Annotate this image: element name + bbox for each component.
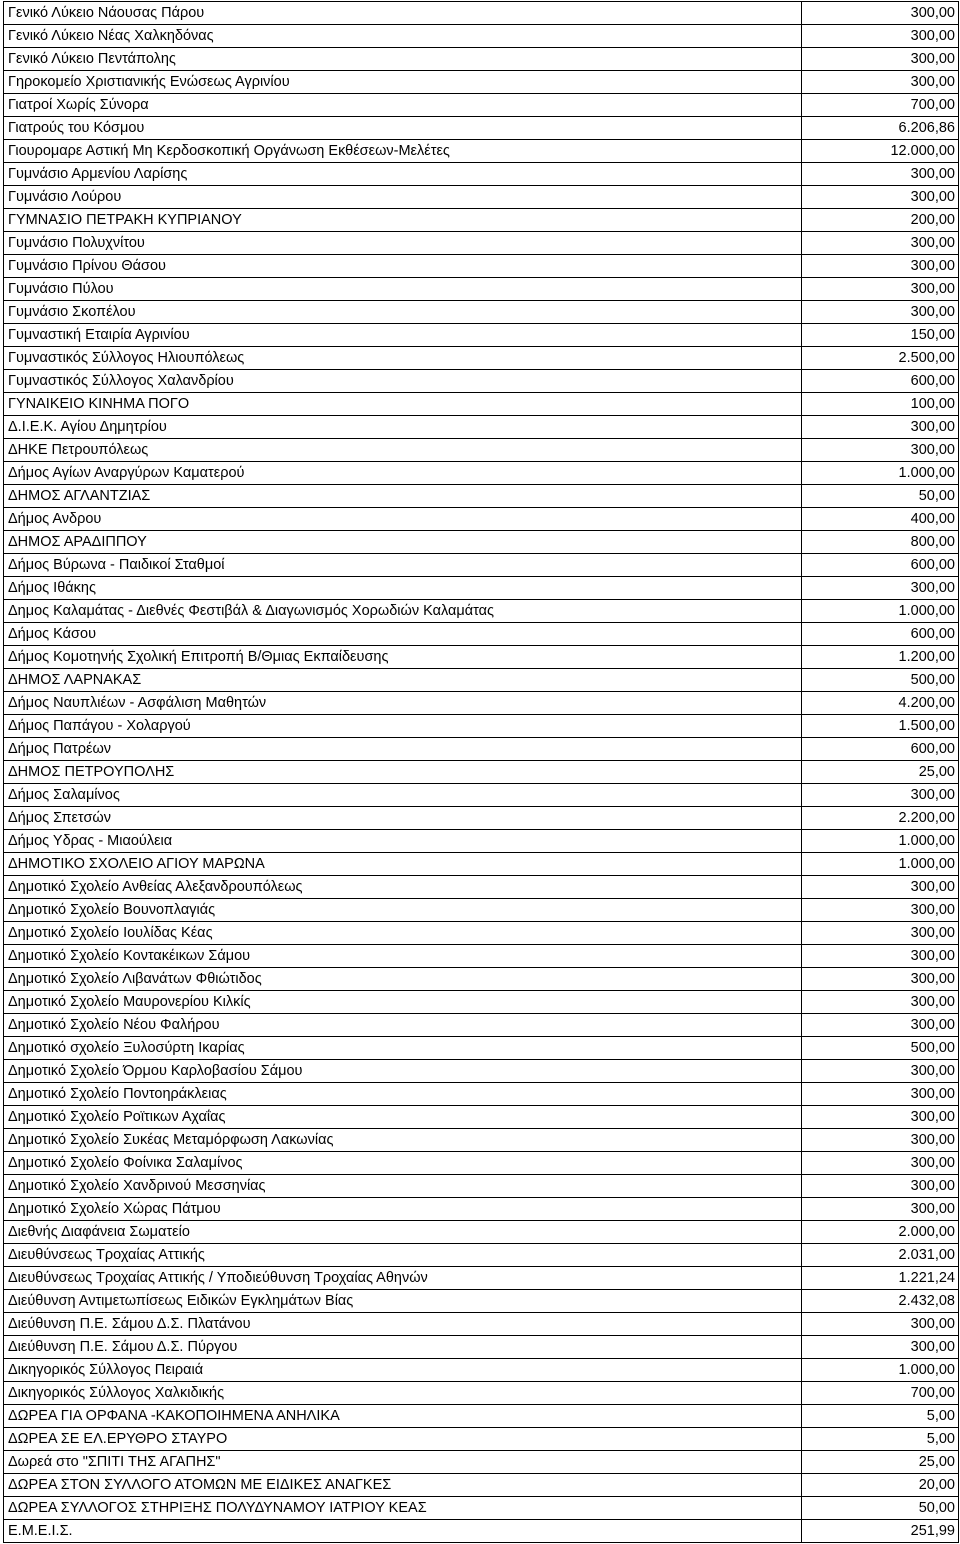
amount-value: 300,00 bbox=[802, 1060, 959, 1083]
amount-value: 50,00 bbox=[802, 485, 959, 508]
amount-value: 500,00 bbox=[802, 1037, 959, 1060]
recipient-name: Δημοτικό Σχολείο Ιουλίδας Κέας bbox=[4, 922, 802, 945]
recipient-name: Διεύθυνση Π.Ε. Σάμου Δ.Σ. Πύργου bbox=[4, 1336, 802, 1359]
recipient-name: Γυμναστικός Σύλλογος Ηλιουπόλεως bbox=[4, 347, 802, 370]
table-row bbox=[4, 1267, 959, 1290]
table-row bbox=[4, 1382, 959, 1405]
recipient-name: Δημοτικό Σχολείο Βουνοπλαγιάς bbox=[4, 899, 802, 922]
recipient-name: Δημοτικό Σχολείο Λιβανάτων Φθιώτιδος bbox=[4, 968, 802, 991]
table-row bbox=[4, 876, 959, 899]
amount-value: 300,00 bbox=[802, 232, 959, 255]
recipient-name: Δημοτικό Σχολείο Ροϊτικων Αχαΐας bbox=[4, 1106, 802, 1129]
amount-value: 5,00 bbox=[802, 1405, 959, 1428]
table-row bbox=[4, 1060, 959, 1083]
recipient-name: Δημοτικό Σχολείο Χώρας Πάτμου bbox=[4, 1198, 802, 1221]
amount-value: 6.206,86 bbox=[802, 117, 959, 140]
table-row bbox=[4, 1198, 959, 1221]
recipient-name: Διεύθυνση Αντιμετωπίσεως Ειδικών Εγκλημάτων Βίας bbox=[4, 1290, 802, 1313]
table-row bbox=[4, 669, 959, 692]
recipient-name: Δήμος Πατρέων bbox=[4, 738, 802, 761]
amount-value: 300,00 bbox=[802, 439, 959, 462]
amount-value: 700,00 bbox=[802, 94, 959, 117]
table-row bbox=[4, 71, 959, 94]
recipient-name: Δημοτικό Σχολείο Φοίνικα Σαλαμίνος bbox=[4, 1152, 802, 1175]
amount-value: 1.000,00 bbox=[802, 830, 959, 853]
table-row bbox=[4, 301, 959, 324]
recipient-name: Δημοτικό Σχολείο Ποντοηράκλειας bbox=[4, 1083, 802, 1106]
recipient-name: Δημοτικό Σχολείο Συκέας Μεταμόρφωση Λακωνίας bbox=[4, 1129, 802, 1152]
amount-value: 1.000,00 bbox=[802, 600, 959, 623]
donations-table bbox=[3, 1, 959, 1543]
table-row bbox=[4, 554, 959, 577]
table-row bbox=[4, 186, 959, 209]
table-row bbox=[4, 1037, 959, 1060]
amount-value: 1.221,24 bbox=[802, 1267, 959, 1290]
recipient-name: Γηροκομείο Χριστιανικής Ενώσεως Αγρινίου bbox=[4, 71, 802, 94]
recipient-name: Δήμος Παπάγου - Χολαργού bbox=[4, 715, 802, 738]
table-row bbox=[4, 623, 959, 646]
table-row bbox=[4, 830, 959, 853]
table-row bbox=[4, 945, 959, 968]
amount-value: 300,00 bbox=[802, 1198, 959, 1221]
donations-table-body bbox=[4, 2, 959, 1543]
recipient-name: Δημοτικό Σχολείο Κοντακέικων Σάμου bbox=[4, 945, 802, 968]
amount-value: 300,00 bbox=[802, 71, 959, 94]
recipient-name: ΔΗΜΟΤΙΚΟ ΣΧΟΛΕΙΟ ΑΓΙΟΥ ΜΑΡΩΝΑ bbox=[4, 853, 802, 876]
recipient-name: Γενικό Λύκειο Νάουσας Πάρου bbox=[4, 2, 802, 25]
recipient-name: Δικηγορικός Σύλλογος Πειραιά bbox=[4, 1359, 802, 1382]
table-row bbox=[4, 94, 959, 117]
recipient-name: Γυμνάσιο Λούρου bbox=[4, 186, 802, 209]
table-row bbox=[4, 48, 959, 71]
amount-value: 300,00 bbox=[802, 922, 959, 945]
amount-value: 300,00 bbox=[802, 784, 959, 807]
table-row bbox=[4, 1520, 959, 1543]
amount-value: 2.200,00 bbox=[802, 807, 959, 830]
amount-value: 1.000,00 bbox=[802, 462, 959, 485]
recipient-name: Ε.Μ.Ε.Ι.Σ. bbox=[4, 1520, 802, 1543]
table-row bbox=[4, 1474, 959, 1497]
amount-value: 300,00 bbox=[802, 1106, 959, 1129]
recipient-name: Δημοτικό Σχολείο Μαυρονερίου Κιλκίς bbox=[4, 991, 802, 1014]
recipient-name: Δήμος Υδρας - Μιαούλεια bbox=[4, 830, 802, 853]
table-row bbox=[4, 807, 959, 830]
amount-value: 600,00 bbox=[802, 554, 959, 577]
amount-value: 300,00 bbox=[802, 186, 959, 209]
table-row bbox=[4, 853, 959, 876]
recipient-name: Γιατροί Χωρίς Σύνορα bbox=[4, 94, 802, 117]
table-row bbox=[4, 255, 959, 278]
table-row bbox=[4, 393, 959, 416]
recipient-name: Δημοτικό Σχολείο Νέου Φαλήρου bbox=[4, 1014, 802, 1037]
recipient-name: Δήμος Αγίων Αναργύρων Καματερού bbox=[4, 462, 802, 485]
amount-value: 800,00 bbox=[802, 531, 959, 554]
recipient-name: ΔΩΡΕΑ ΓΙΑ ΟΡΦΑΝΑ -ΚΑΚΟΠΟΙΗΜΕΝΑ ΑΝΗΛΙΚΑ bbox=[4, 1405, 802, 1428]
table-row bbox=[4, 25, 959, 48]
recipient-name: ΔΩΡΕΑ ΣΤΟΝ ΣΥΛΛΟΓΟ ΑΤΟΜΩΝ ΜΕ ΕΙΔΙΚΕΣ ΑΝΑΓΚΕΣ bbox=[4, 1474, 802, 1497]
table-row bbox=[4, 1152, 959, 1175]
recipient-name: Γυμνάσιο Σκοπέλου bbox=[4, 301, 802, 324]
table-row bbox=[4, 531, 959, 554]
amount-value: 300,00 bbox=[802, 48, 959, 71]
amount-value: 400,00 bbox=[802, 508, 959, 531]
table-row bbox=[4, 968, 959, 991]
table-row bbox=[4, 1405, 959, 1428]
recipient-name: Δημοτικό Σχολείο Χανδρινού Μεσσηνίας bbox=[4, 1175, 802, 1198]
amount-value: 5,00 bbox=[802, 1428, 959, 1451]
amount-value: 2.500,00 bbox=[802, 347, 959, 370]
recipient-name: ΔΗΜΟΣ ΠΕΤΡΟΥΠΟΛΗΣ bbox=[4, 761, 802, 784]
table-row bbox=[4, 1359, 959, 1382]
recipient-name: ΔΩΡΕΑ ΣΕ ΕΛ.ΕΡΥΘΡΟ ΣΤΑΥΡΟ bbox=[4, 1428, 802, 1451]
recipient-name: Δημοτικό Σχολείο Όρμου Καρλοβασίου Σάμου bbox=[4, 1060, 802, 1083]
table-row bbox=[4, 209, 959, 232]
table-row bbox=[4, 2, 959, 25]
amount-value: 300,00 bbox=[802, 1313, 959, 1336]
amount-value: 300,00 bbox=[802, 278, 959, 301]
amount-value: 1.200,00 bbox=[802, 646, 959, 669]
amount-value: 300,00 bbox=[802, 1152, 959, 1175]
amount-value: 300,00 bbox=[802, 255, 959, 278]
table-row bbox=[4, 784, 959, 807]
recipient-name: Διευθύνσεως Τροχαίας Αττικής bbox=[4, 1244, 802, 1267]
recipient-name: Δ.Ι.Ε.Κ. Αγίου Δημητρίου bbox=[4, 416, 802, 439]
amount-value: 1.000,00 bbox=[802, 853, 959, 876]
recipient-name: ΔΗΜΟΣ ΑΡΑΔΙΠΠΟΥ bbox=[4, 531, 802, 554]
recipient-name: Γιουρομαρε Αστική Μη Κερδοσκοπική Οργάνωση Εκθέσεων-Μελέτες bbox=[4, 140, 802, 163]
recipient-name: Δημος Καλαμάτας - Διεθνές Φεστιβάλ & Διαγωνισμός Χορωδιών Καλαμάτας bbox=[4, 600, 802, 623]
amount-value: 300,00 bbox=[802, 577, 959, 600]
table-row bbox=[4, 1428, 959, 1451]
table-row bbox=[4, 1129, 959, 1152]
amount-value: 300,00 bbox=[802, 968, 959, 991]
table-row bbox=[4, 922, 959, 945]
amount-value: 300,00 bbox=[802, 1083, 959, 1106]
table-row bbox=[4, 278, 959, 301]
table-row bbox=[4, 1106, 959, 1129]
table-row bbox=[4, 1244, 959, 1267]
amount-value: 300,00 bbox=[802, 899, 959, 922]
amount-value: 700,00 bbox=[802, 1382, 959, 1405]
amount-value: 300,00 bbox=[802, 301, 959, 324]
recipient-name: Γιατρούς του Κόσμου bbox=[4, 117, 802, 140]
recipient-name: Δημοτικό Σχολείο Ανθείας Αλεξανδρουπόλεως bbox=[4, 876, 802, 899]
table-row bbox=[4, 738, 959, 761]
table-row bbox=[4, 117, 959, 140]
table-row bbox=[4, 715, 959, 738]
amount-value: 300,00 bbox=[802, 416, 959, 439]
recipient-name: ΓΥΜΝΑΣΙΟ ΠΕΤΡΑΚΗ ΚΥΠΡΙΑΝΟΥ bbox=[4, 209, 802, 232]
table-row bbox=[4, 600, 959, 623]
amount-value: 300,00 bbox=[802, 1336, 959, 1359]
table-row bbox=[4, 163, 959, 186]
amount-value: 300,00 bbox=[802, 25, 959, 48]
amount-value: 4.200,00 bbox=[802, 692, 959, 715]
table-row bbox=[4, 899, 959, 922]
recipient-name: Γενικό Λύκειο Νέας Χαλκηδόνας bbox=[4, 25, 802, 48]
amount-value: 50,00 bbox=[802, 1497, 959, 1520]
table-row bbox=[4, 485, 959, 508]
recipient-name: ΔΗΜΟΣ ΛΑΡΝΑΚΑΣ bbox=[4, 669, 802, 692]
recipient-name: ΓΥΝΑΙΚΕΙΟ ΚΙΝΗΜΑ ΠΟΓΟ bbox=[4, 393, 802, 416]
amount-value: 2.000,00 bbox=[802, 1221, 959, 1244]
amount-value: 20,00 bbox=[802, 1474, 959, 1497]
table-row bbox=[4, 324, 959, 347]
recipient-name: Γυμνάσιο Αρμενίου Λαρίσης bbox=[4, 163, 802, 186]
table-row bbox=[4, 1336, 959, 1359]
recipient-name: ΔΗΚΕ Πετρουπόλεως bbox=[4, 439, 802, 462]
recipient-name: Δήμος Σπετσών bbox=[4, 807, 802, 830]
table-row bbox=[4, 347, 959, 370]
table-row bbox=[4, 991, 959, 1014]
recipient-name: Διεύθυνση Π.Ε. Σάμου Δ.Σ. Πλατάνου bbox=[4, 1313, 802, 1336]
amount-value: 2.432,08 bbox=[802, 1290, 959, 1313]
recipient-name: Δήμος Κομοτηνής Σχολική Επιτροπή Β/Θμιας Εκπαίδευσης bbox=[4, 646, 802, 669]
recipient-name: ΔΗΜΟΣ ΑΓΛΑΝΤΖΙΑΣ bbox=[4, 485, 802, 508]
amount-value: 25,00 bbox=[802, 761, 959, 784]
amount-value: 150,00 bbox=[802, 324, 959, 347]
amount-value: 300,00 bbox=[802, 945, 959, 968]
table-row bbox=[4, 439, 959, 462]
amount-value: 1.500,00 bbox=[802, 715, 959, 738]
recipient-name: Διευθύνσεως Τροχαίας Αττικής / Υποδιεύθυνση Τροχαίας Αθηνών bbox=[4, 1267, 802, 1290]
recipient-name: Δήμος Κάσου bbox=[4, 623, 802, 646]
amount-value: 600,00 bbox=[802, 623, 959, 646]
amount-value: 300,00 bbox=[802, 876, 959, 899]
recipient-name: Δήμος Σαλαμίνος bbox=[4, 784, 802, 807]
recipient-name: Δήμος Ανδρου bbox=[4, 508, 802, 531]
table-row bbox=[4, 416, 959, 439]
recipient-name: Γενικό Λύκειο Πεντάπολης bbox=[4, 48, 802, 71]
table-row bbox=[4, 370, 959, 393]
amount-value: 100,00 bbox=[802, 393, 959, 416]
table-row bbox=[4, 646, 959, 669]
table-row bbox=[4, 1497, 959, 1520]
table-row bbox=[4, 508, 959, 531]
recipient-name: Γυμναστική Εταιρία Αγρινίου bbox=[4, 324, 802, 347]
amount-value: 300,00 bbox=[802, 991, 959, 1014]
table-row bbox=[4, 692, 959, 715]
table-row bbox=[4, 1451, 959, 1474]
table-row bbox=[4, 761, 959, 784]
amount-value: 300,00 bbox=[802, 163, 959, 186]
amount-value: 600,00 bbox=[802, 738, 959, 761]
table-row bbox=[4, 1290, 959, 1313]
recipient-name: Δήμος Ιθάκης bbox=[4, 577, 802, 600]
recipient-name: Δικηγορικός Σύλλογος Χαλκιδικής bbox=[4, 1382, 802, 1405]
amount-value: 300,00 bbox=[802, 1014, 959, 1037]
recipient-name: Γυμναστικός Σύλλογος Χαλανδρίου bbox=[4, 370, 802, 393]
amount-value: 200,00 bbox=[802, 209, 959, 232]
amount-value: 300,00 bbox=[802, 2, 959, 25]
table-row bbox=[4, 140, 959, 163]
recipient-name: Δημοτικό σχολείο Ξυλοσύρτη Ικαρίας bbox=[4, 1037, 802, 1060]
recipient-name: Γυμνάσιο Πολυχνίτου bbox=[4, 232, 802, 255]
table-row bbox=[4, 1221, 959, 1244]
recipient-name: Γυμνάσιο Πρίνου Θάσου bbox=[4, 255, 802, 278]
amount-value: 600,00 bbox=[802, 370, 959, 393]
recipient-name: Δήμος Ναυπλιέων - Ασφάλιση Μαθητών bbox=[4, 692, 802, 715]
table-row bbox=[4, 232, 959, 255]
table-row bbox=[4, 462, 959, 485]
recipient-name: Γυμνάσιο Πύλου bbox=[4, 278, 802, 301]
table-row bbox=[4, 1175, 959, 1198]
recipient-name: ΔΩΡΕΑ ΣΥΛΛΟΓΟΣ ΣΤΗΡΙΞΗΣ ΠΟΛΥΔΥΝΑΜΟΥ ΙΑΤΡΙΟΥ ΚΕΑΣ bbox=[4, 1497, 802, 1520]
amount-value: 2.031,00 bbox=[802, 1244, 959, 1267]
recipient-name: Δήμος Βύρωνα - Παιδικοί Σταθμοί bbox=[4, 554, 802, 577]
amount-value: 300,00 bbox=[802, 1129, 959, 1152]
amount-value: 25,00 bbox=[802, 1451, 959, 1474]
table-row bbox=[4, 577, 959, 600]
table-row bbox=[4, 1083, 959, 1106]
amount-value: 12.000,00 bbox=[802, 140, 959, 163]
amount-value: 300,00 bbox=[802, 1175, 959, 1198]
amount-value: 1.000,00 bbox=[802, 1359, 959, 1382]
recipient-name: Διεθνής Διαφάνεια Σωματείο bbox=[4, 1221, 802, 1244]
table-row bbox=[4, 1313, 959, 1336]
recipient-name: Δωρεά στο "ΣΠΙΤΙ ΤΗΣ ΑΓΑΠΗΣ" bbox=[4, 1451, 802, 1474]
amount-value: 251,99 bbox=[802, 1520, 959, 1543]
amount-value: 500,00 bbox=[802, 669, 959, 692]
table-row bbox=[4, 1014, 959, 1037]
